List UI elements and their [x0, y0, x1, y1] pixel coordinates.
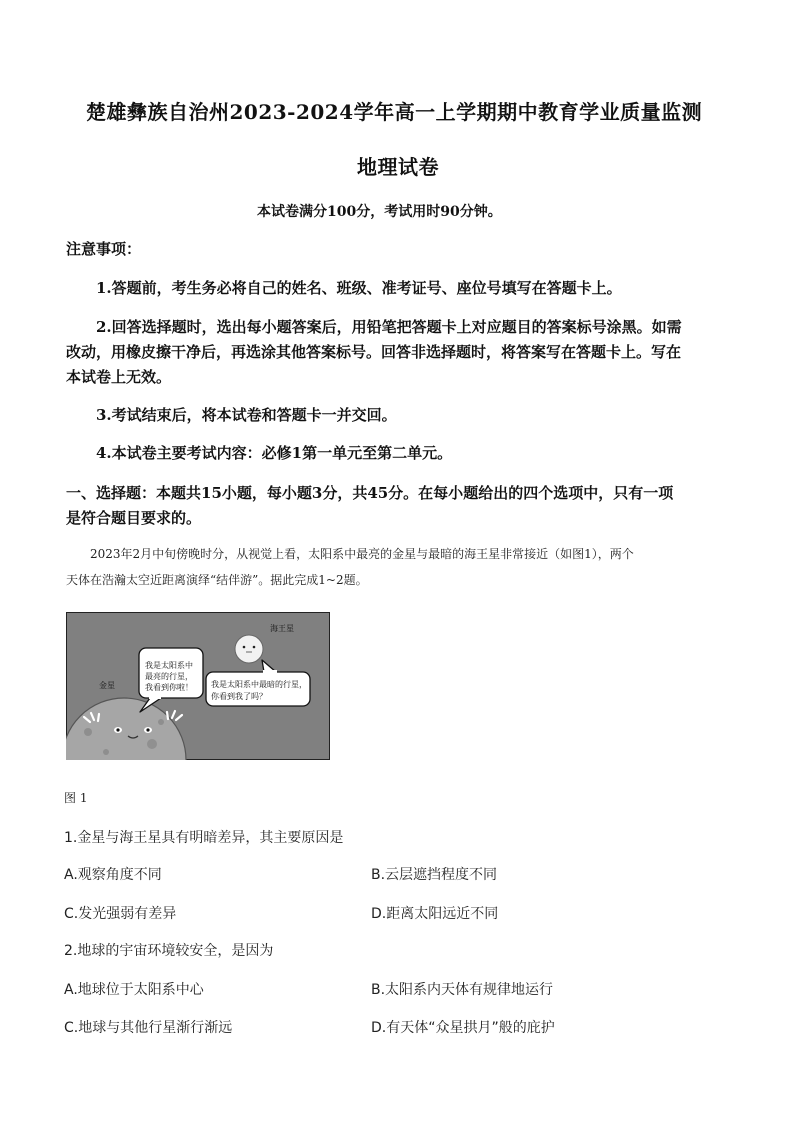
notice-item-2-line1: 2.回答选择题时，选出每小题答案后，用铅笔把答题卡上对应题目的答案标号涂黑。如需	[96, 318, 682, 336]
neptune-bubble-line1: 我是太阳系中最暗的行星，	[211, 680, 307, 689]
neptune-label: 海王星	[270, 624, 294, 633]
question-1-option-d[interactable]: D.距离太阳远近不同	[371, 906, 499, 922]
notice-heading: 注意事项：	[66, 240, 142, 258]
section1-instructions-line1: 一、选择题：本题共15小题，每小题3分，共45分。在每小题给出的四个选项中，只有一项	[66, 484, 674, 502]
question-2-stem: 2.地球的宇宙环境较安全，是因为	[64, 943, 274, 959]
question-2-option-a[interactable]: A.地球位于太阳系中心	[64, 982, 204, 998]
question-2-option-c[interactable]: C.地球与其他行星渐行渐远	[64, 1020, 233, 1036]
notice-item-2-line3: 本试卷上无效。	[66, 368, 172, 386]
question-2-option-b[interactable]: B.太阳系内天体有规律地运行	[371, 982, 554, 998]
venus-bubble-line3: 我看到你啦！	[145, 683, 193, 692]
venus-bubble-line2: 最亮的行星，	[145, 672, 193, 681]
section1-instructions-line2: 是符合题目要求的。	[66, 509, 202, 527]
venus-label: 金星	[99, 681, 115, 690]
exam-subtitle: 本试卷满分100分，考试用时90分钟。	[257, 204, 502, 220]
question-1-option-c[interactable]: C.发光强弱有差异	[64, 906, 177, 922]
notice-item-4: 4.本试卷主要考试内容：必修1第一单元至第二单元。	[96, 444, 453, 462]
figure-venus-neptune	[66, 612, 330, 760]
passage-line2: 天体在浩瀚太空近距离演绎“结伴游”。据此完成1~2题。	[66, 573, 368, 587]
neptune-planet-icon	[235, 635, 263, 663]
exam-title-line2: 地理试卷	[357, 155, 439, 179]
notice-item-2-line2: 改动，用橡皮擦干净后，再选涂其他答案标号。回答非选择题时，将答案写在答题卡上。写在	[66, 343, 682, 361]
question-1-option-b[interactable]: B.云层遮挡程度不同	[371, 867, 498, 883]
notice-item-3: 3.考试结束后，将本试卷和答题卡一并交回。	[96, 406, 397, 424]
exam-title-line1: 楚雄彝族自治州2023-2024学年高一上学期期中教育学业质量监测	[86, 100, 703, 124]
figure-caption: 图 1	[64, 791, 88, 805]
passage-line1: 2023年2月中旬傍晚时分，从视觉上看，太阳系中最亮的金星与最暗的海王星非常接近（如图1），两个	[90, 547, 634, 561]
neptune-bubble-line2: 你看到我了吗？	[211, 692, 267, 701]
notice-item-1: 1.答题前，考生务必将自己的姓名、班级、准考证号、座位号填写在答题卡上。	[96, 279, 622, 297]
venus-bubble-line1: 我是太阳系中	[145, 661, 193, 670]
question-1-option-a[interactable]: A.观察角度不同	[64, 867, 162, 883]
question-2-option-d[interactable]: D.有天体“众星拱月”般的庇护	[371, 1020, 555, 1036]
question-1-stem: 1.金星与海王星具有明暗差异，其主要原因是	[64, 830, 344, 846]
